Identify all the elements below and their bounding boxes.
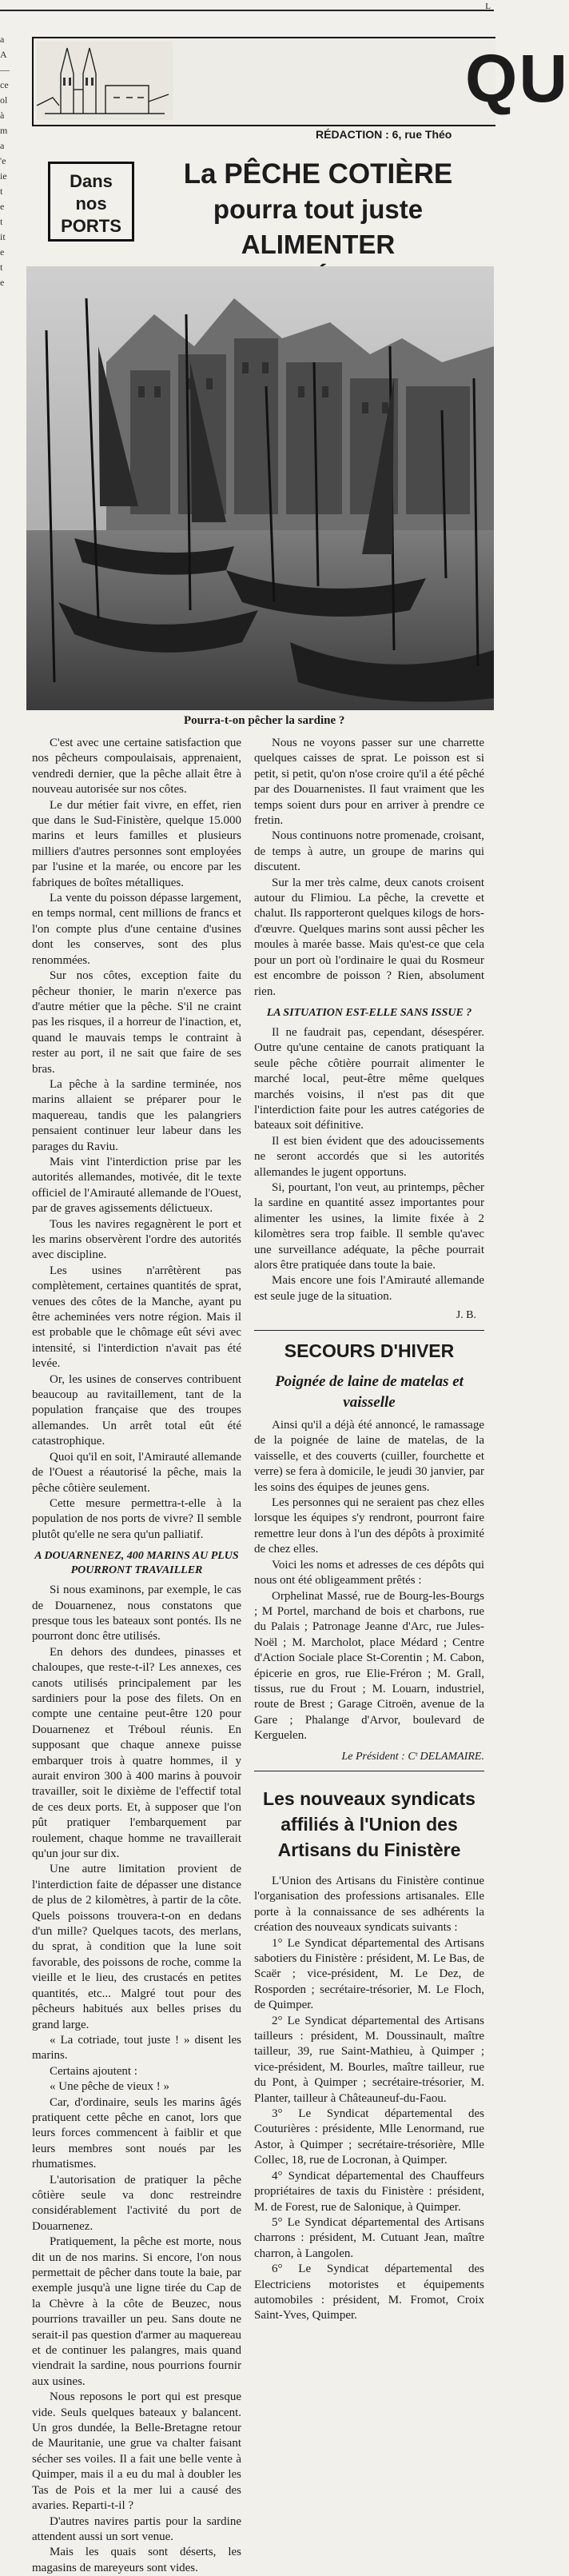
article-signature: J. B. [456,1309,476,1322]
secours-paragraph: Les personnes qui ne seraient pas chez elles lorsque les équipes s'y rendront, pourront faire remettre leur dons à l'un des dépôts à proximité de chez elles. [254,1496,484,1556]
article-paragraph: L'autorisation de pratiquer la pêche côtière seule va donc restreindre considérablement l'activité du port de Douarnenez. [32,2173,241,2233]
article-col1b-paragraphs [32,1583,241,2576]
headline-line-1: La PÊCHE COTIÈRE [183,158,453,190]
article-paragraph: Quoi qu'il en soit, l'Amirauté allemande de l'Ouest a réautorisé la pêche, mais la pêche côtière seulement. [32,1450,241,1495]
article-paragraph: Tous les navires regagnèrent le port et les marins observèrent l'ordre des autorités avec discipline. [32,1217,241,1262]
margin-fragment: à [0,110,5,121]
secours-paragraph: Voici les noms et adresses de ces dépôts qui nous ont été obligeamment prêtés : [254,1558,484,1588]
syndicats-paragraph: L'Union des Artisans du Finistère continue l'organisation des professions artisanales. Elle porte à la connaissance de ses adhérents la création des nouveaux syndicats suivants : [254,1874,484,1935]
margin-fragment: A [0,49,7,60]
article-paragraph: Le dur métier fait vivre, en effet, rien que dans le Sud-Finistère, quelque 15.000 marins et leurs familles et plusieurs milliers d'autres personnes sont employées par l'usine et la marée, ou encore par les fabriques de boîtes métalliques. [32,798,241,889]
harbour-photo-image [26,266,494,710]
left-margin-column [0,32,21,2383]
secours-title: SECOURS D'HIVER [284,1340,455,1361]
margin-fragment: ce [0,79,9,90]
margin-fragment: t [0,216,3,227]
article-paragraph: Mais vint l'interdiction prise par les autorités allemandes, motivée, dit le texte officiel de l'Amirauté allemande de l'Ouest, par de graves agissements délictueux. [32,1155,241,1216]
margin-fragment: e [0,277,5,288]
margin-fragment: a [0,140,5,151]
article-paragraph: En dehors des dundees, pinasses et chaloupes, que reste-t-il? Les annexes, ces canots utilisés principalement par les sardiniers pour la pose des filets. On en compte une centaine peut-être 120 pour Douarnenez et Tréboul réunis. En supposant que chaque annexe puisse embarquer trois à quatre hommes, il y aurait environ 300 à 400 marins à pouvoir travailler, soit le dixième de l'effectif total de ces deux ports. Et, à supposer que l'on pût pratiquer l'embarquement par roulement, chaque homme ne travaillerait qu'un jour sur dix. [32,1645,241,1861]
syndicats-paragraph: 6° Le Syndicat départemental des Electriciens motoristes et équipements automobiles : président, M. Fromot, Croix Saint-Yves, Quimper. [254,2262,484,2322]
margin-fragment: it [0,231,6,242]
article-column-2 [254,736,484,2324]
syndicats-paragraph: 3° Le Syndicat départemental des Couturières : présidente, Mlle Lenormand, rue Astor, à Quimper ; secrétaire-trésorière, Mlle Collec, 18, rue de Locronan, à Quimper. [254,2107,484,2167]
article-paragraph: D'autres navires partis pour la sardine attendent aussi un sort venue. [32,2514,241,2543]
secours-subtitle: Poignée de laine de matelas et vaisselle [275,1373,464,1412]
article-paragraph: Il est bien évident que des adoucissements ne seront accordés que si les autorités allemandes le jugent opportuns. [254,1134,484,1179]
article-paragraph: Mais encore une fois l'Amirauté allemande est seule juge de la situation. [254,1274,484,1303]
margin-fragment: t [0,262,3,273]
article-paragraph: Nous reposons le port qui est presque vide. Seuls quelques bateaux y balancent. Un gros dundée, la Belle-Bretagne retour de Mauritanie, une grue va chalter faisant sécher ses voiles. Il a fait une belle vente à Quimper, mais il a eu du mal à doubler les Tas de Pois et la mer lui a causé des avaries. Reparti-t-il ? [32,2390,241,2513]
article-paragraph: « La cotriade, tout juste ! » disent les marins. [32,2033,241,2063]
top-rule [0,10,494,11]
article-paragraph: Une autre limitation provient de l'interdiction faite de dépasser une distance de plus de 2 kilomètres, à partir de la côte. Quels poissons trouvera-t-on en dedans d'un mille? Quelques tacots, des merlans, du sprat, à condition que la lune soit favorable, des poissons de roche, comme la vieille et le lieu, des crustacés en petites quantités, etc... Malgré tout pour des pêcheurs habitués aux belles prises du grand large. [32,1863,241,2031]
article-column-1 [32,736,241,2576]
redaction-text: RÉDACTION : 6, rue Théo [316,128,452,141]
margin-fragment: m [0,125,8,136]
kicker-line-2: nos [75,194,107,214]
article-paragraph: La vente du poisson dépasse largement, en temps normal, cent millions de francs et l'on compte plus d'une centaine d'usines dont les conserves, sont des plus renommées. [32,892,241,967]
margin-fragment: e [0,201,5,212]
article-paragraph: Pratiquement, la pêche est morte, nous dit un de nos marins. Si encore, l'on nous permettait de pêcher dans toute la baie, par exemple jusqu'à une ligne tirée du Cap de la Chèvre à la côte de Beuzec, nous pourrions travailler un peu. Sans doute ne serait-il pas question d'armer au maquereau et de continuer les palangres, mais quand viendrait la sardine, nous pourrions fournir aux usines. [32,2235,241,2388]
margin-fragment: 'e [0,155,6,166]
margin-fragment: — [0,64,10,75]
syndicats-paragraph: 4° Syndicat départemental des Chauffeurs propriétaires de taxis du Finistère : président, M. de Forest, rue de Salonique, à Quimper. [254,2169,484,2214]
kicker-box [48,162,134,242]
secours-paragraph: Ainsi qu'il a déjà été annoncé, le ramassage de la poignée de laine de matelas, de la vaisselle, et des couverts (cuiller, fourchette et verre) se fera à domicile, le jeudi 30 janvier, par les soins des équipes de jeunes gens. [254,1419,485,1494]
syndicats-paragraph: 1° Le Syndicat départemental des Artisans sabotiers du Finistère : président, M. Le Bas, de Scaër ; vice-président, M. Le Dez, de Rosporden ; secrétaire-trésorier, M. Le Floch, de Quimper. [254,1936,484,2012]
subhead-situation: LA SITUATION EST-ELLE SANS ISSUE ? [266,1006,472,1019]
secours-president-text: Le Président : Cᵗ DELAMAIRE. [341,1750,484,1763]
article-col2b-paragraphs [254,1025,484,1304]
secours-paragraph: Orphelinat Massé, rue de Bourg-les-Bourgs ; M Portel, marchand de bois et charbons, rue du Palais ; Patronage Jeanne d'Arc, rue Jules-Noël ; M. Marcholot, place Médard ; Centre d'Action Sociale place St-Corentin ; M. Cabon, épicerie en gros, rue Elie-Fréron ; M. Grall, tissus, rue du Frout ; M. Louarn, industriel, route de Brest ; Garage Citroën, avenue de la Gare ; Phalange d'Arvor, boulevard de Kerguelen. [254,1589,484,1743]
article-paragraph: Car, d'ordinaire, seuls les marins âgés pratiquent cette pêche en canot, lors que leurs forces commencent à faiblir et que leurs membres sont noués par les rhumatismes. [32,2095,241,2171]
article-paragraph: Sur nos côtes, exception faite du pêcheur thonier, le marin n'exerce pas d'autre métier que la pêche. S'il ne craint pas les risques, il a horreur de l'inaction, et, quand le mauvais temps le contraint à rester au port, il ne sait que faire de ses bras. [32,969,241,1076]
margin-fragment: a [0,34,5,45]
redaction-address [316,128,494,141]
article-paragraph: Nous continuons notre promenade, croisant, de temps à autre, un groupe de marins qui discutent. [254,829,484,874]
syndicats-title: Les nouveaux syndicats affiliés à l'Union des Artisans du Finistère [263,1787,475,1860]
kicker-line-1: Dans [70,171,113,191]
article-paragraph: Si nous examinons, par exemple, le cas de Douarnenez, nous constatons que presque tous les bateaux sont pontés. Ils ne pourront donc être utilisés. [32,1584,241,1643]
masthead [32,37,569,126]
subhead-douarnenez: A DOUARNENEZ, 400 MARINS AU PLUS POURRONT TRAVAILLER [34,1550,239,1577]
article-paragraph: Les usines n'arrêtèrent pas complètement, certaines quantités de sprat, venues des côtes de la Manche, ayant pu être acheminées vers notre région. Mais il est probable que le chômage eût sévi avec intensité, si l'interdiction n'avait pas été levée. [32,1264,241,1371]
article-paragraph: Si, pourtant, l'on veut, au printemps, pêcher la sardine en quantité assez importantes pour alimenter les usines, la limite fixée à 2 kilomètres sera trop faible. Il semble qu'avec une surveillance adéquate, la pêche pourrait alors être pratiquée dans toute la baie. [254,1180,484,1272]
article-paragraph: Certains ajoutent : [50,2064,137,2078]
harbour-photo [26,266,494,710]
article-paragraph: Cette mesure permettra-t-elle à la population de nos ports de vivre? Il semble plutôt qu'elle ne sera qu'un palliatif. [32,1496,241,1541]
secours-president [254,1749,484,1764]
article-paragraph: Sur la mer très calme, deux canots croisent autour du Flimiou. La pêche, la crevette et chalut. Ils rapporteront quelques kilogs de hors-d'œuvre. Quelques marins sont aussi pêcher les moules à marée basse. Mais qu'est-ce que cela pour un port où l'ordinaire le quai du Rosmeur est encombre de poisson ? Rien, absolument rien. [254,876,484,998]
page-edge-letter: L [485,2,491,11]
photo-caption: Pourra-t-on pêcher la sardine ? [184,714,345,727]
article-paragraph: Il ne faudrait pas, cependant, désespérer. Outre qu'une centaine de canots pratiquant la seule pêche côtière pourrait alimenter le marché local, peut-être même quelques marchés voisins, il n'est pas dit que l'interdiction faite pour les autres catégories de bateaux soit définitive. [254,1025,484,1132]
cathedral-drawing [37,42,173,120]
secours-paragraphs [254,1418,484,1744]
syndicats-paragraph: 2° Le Syndicat départemental des Artisans tailleurs : président, M. Doussinault, maître tailleur, 39, rue Saint-Mathieu, à Quimper ; vice-président, M. Bourles, maître tailleur, rue du Pont, à Quimper ; secrétaire-trésorier, M. Planter, tailleur à Châteauneuf-du-Faou. [254,2014,484,2105]
margin-fragment: t [0,186,3,197]
article-paragraph: « Une pêche de vieux ! » [50,2080,169,2094]
masthead-title: QU [465,41,569,116]
article-paragraph: Nous ne voyons passer sur une charrette quelques caisses de sprat. Le poisson est si petit, si petit, qu'on n'ose croire qu'il a été pêché par des Douarnenistes. Il faut vraiment que les temps soient durs pour en arriver à prendre ce fretin. [254,737,484,828]
article-col1-paragraphs [32,736,241,1543]
margin-fragment: ol [0,94,8,106]
article-paragraph: Or, les usines de conserves contribuent beaucoup au ravitaillement, tant de la population française que des troupes allemandes. Un arrêt total eût été catastrophique. [32,1372,241,1448]
article-paragraph: C'est avec une certaine satisfaction que nos pêcheurs compoulaisais, apprenaient, vendredi dernier, que la pêche allait être à nouveau autorisée sur nos côtes. [32,737,241,797]
section-divider [254,1330,484,1331]
article-paragraph: Mais les quais sont déserts, les magasins de mareyeurs sont vides. [32,2546,241,2574]
article-paragraph: La pêche à la sardine terminée, nos marins allaient se préparer pour le maquereau, tandis que les palangriers pensaient continuer leur labeur dans les parages du Raviu. [32,1077,241,1153]
syndicats-paragraph: 5° Le Syndicat départemental des Artisans charrons : président, M. Cutuant Jean, maître charron, à Langolen. [254,2215,484,2260]
article-col2-paragraphs [254,736,484,1000]
margin-fragment: e [0,246,5,258]
syndicats-paragraphs [254,1874,484,2324]
kicker-line-3: PORTS [61,216,121,236]
headline-line-2: pourra tout juste ALIMENTER [213,194,424,259]
margin-fragment: ie [0,170,7,182]
